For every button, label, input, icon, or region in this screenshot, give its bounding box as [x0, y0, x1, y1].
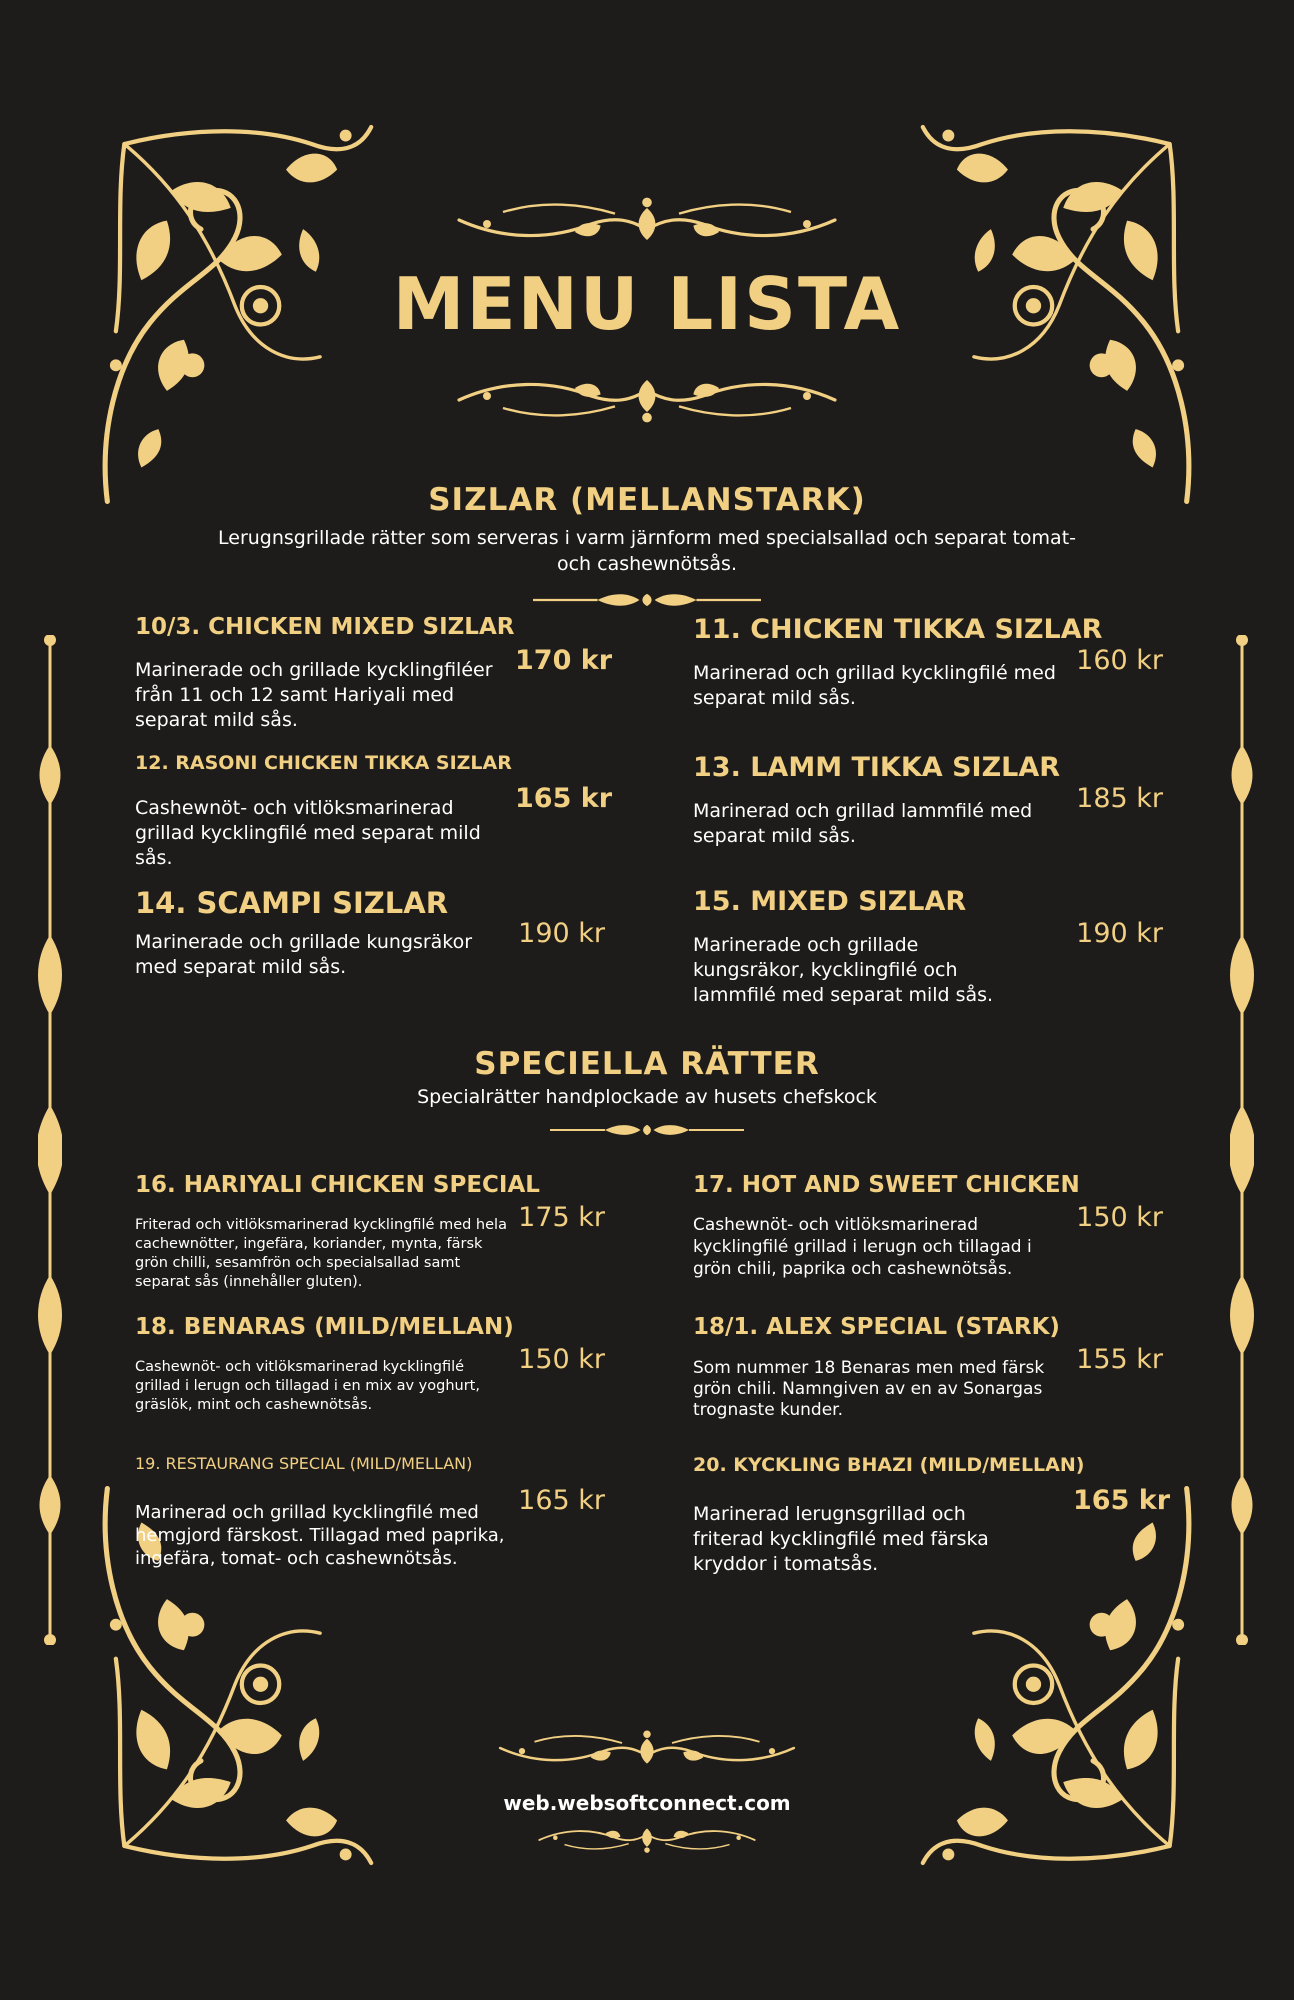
item-description: Marinerad och grillad kycklingfilé med hemgjord färskost. Tillagad med paprika, ingefära, tomat- och cashewnötsås. [135, 1502, 505, 1569]
page-title: MENU LISTA [392, 262, 902, 346]
section-title-sizlar: SIZLAR (MELLANSTARK) [428, 482, 866, 518]
item-name: 15. MIXED SIZLAR [693, 886, 967, 917]
item-description: Marinerade och grillade kungsräkor med separat mild sås. [135, 931, 473, 978]
item-name: 19. RESTAURANG SPECIAL (MILD/MELLAN) [135, 1454, 473, 1473]
menu-item [135, 1454, 535, 1570]
title-flourish-top [455, 195, 839, 245]
item-name: 13. LAMM TIKKA SIZLAR [693, 752, 1061, 783]
section-title-speciella: SPECIELLA RÄTTER [474, 1046, 820, 1082]
item-price: 190 kr [1076, 918, 1163, 949]
item-description: Marinerad och grillad lammfilé med separat mild sås. [693, 800, 1033, 847]
menu-item [693, 1314, 1093, 1421]
section-divider [550, 1122, 744, 1138]
side-ornament-left [38, 635, 62, 1645]
section-subtitle-sizlar: Lerugnsgrillade rätter som serveras i varm järnform med specialsallad och separat tomat- och cashewnötsås. [218, 527, 1076, 575]
item-name: 20. KYCKLING BHAZI (MILD/MELLAN) [693, 1454, 1085, 1476]
item-price: 165 kr [1073, 1485, 1171, 1516]
item-description: Som nummer 18 Benaras men med färsk grön chili. Namngiven av en av Sonargas trognaste kunder. [693, 1358, 1045, 1420]
item-name: 16. HARIYALI CHICKEN SPECIAL [135, 1172, 540, 1198]
section-subtitle-speciella: Specialrätter handplockade av husets chefskock [417, 1086, 877, 1108]
item-description: Cashewnöt- och vitlöksmarinerad kycklingfilé grillad i lerugn och tillagad i en mix av yoghurt, gräslök, mint och cashewnötsås. [135, 1359, 480, 1413]
title-flourish-bottom [455, 375, 839, 425]
menu-item [693, 886, 1093, 1008]
item-description: Marinerad lerugnsgrillad och friterad kycklingfilé med färska kryddor i tomatsås. [693, 1503, 989, 1575]
menu-item [135, 752, 535, 871]
item-price: 150 kr [518, 1344, 605, 1375]
menu-item [693, 1454, 1093, 1577]
menu-item [693, 1172, 1093, 1280]
item-description: Marinerade och grillade kycklingfiléer från 11 och 12 samt Hariyali med separat mild sås. [135, 659, 493, 731]
side-ornament-right [1230, 635, 1254, 1645]
item-description: Friterad och vitlöksmarinerad kycklingfilé med hela cachewnötter, ingefära, koriander, mynta, färsk grön chilli, sesamfrön och specialsallad samt separat sås (innehåller gluten). [135, 1217, 507, 1290]
menu-item [135, 614, 535, 733]
item-price: 155 kr [1076, 1344, 1163, 1375]
menu-item [135, 886, 535, 980]
item-price: 190 kr [518, 918, 605, 949]
menu-item [693, 752, 1093, 849]
item-name: 17. HOT AND SWEET CHICKEN [693, 1172, 1080, 1198]
item-name: 12. RASONI CHICKEN TIKKA SIZLAR [135, 752, 512, 774]
item-name: 18/1. ALEX SPECIAL (STARK) [693, 1314, 1060, 1340]
item-description: Cashewnöt- och vitlöksmarinerad grillad kycklingfilé med separat mild sås. [135, 797, 481, 869]
item-price: 165 kr [515, 783, 613, 814]
item-price: 170 kr [515, 645, 613, 676]
footer-flourish-bottom [537, 1822, 757, 1858]
item-name: 11. CHICKEN TIKKA SIZLAR [693, 614, 1103, 645]
menu-item [135, 1314, 535, 1415]
section-divider [533, 592, 761, 608]
item-price: 160 kr [1076, 645, 1163, 676]
menu-item [693, 614, 1103, 711]
menu-item [135, 1172, 540, 1292]
item-description: Marinerad och grillad kycklingfilé med separat mild sås. [693, 662, 1056, 709]
item-name: 10/3. CHICKEN MIXED SIZLAR [135, 614, 515, 640]
item-price: 185 kr [1076, 783, 1163, 814]
item-name: 14. SCAMPI SIZLAR [135, 886, 449, 920]
footer-url[interactable]: web.websoftconnect.com [503, 1791, 791, 1815]
item-price: 150 kr [1076, 1202, 1163, 1233]
item-description: Marinerade och grillade kungsräkor, kycklingfilé och lammfilé med separat mild sås. [693, 934, 994, 1006]
item-name: 18. BENARAS (MILD/MELLAN) [135, 1314, 514, 1340]
footer-flourish-top [497, 1724, 797, 1772]
item-price: 165 kr [518, 1485, 605, 1516]
item-price: 175 kr [518, 1202, 605, 1233]
item-description: Cashewnöt- och vitlöksmarinerad kycklingfilé grillad i lerugn och tillagad i grön chili, paprika och cashewnötsås. [693, 1215, 1032, 1279]
